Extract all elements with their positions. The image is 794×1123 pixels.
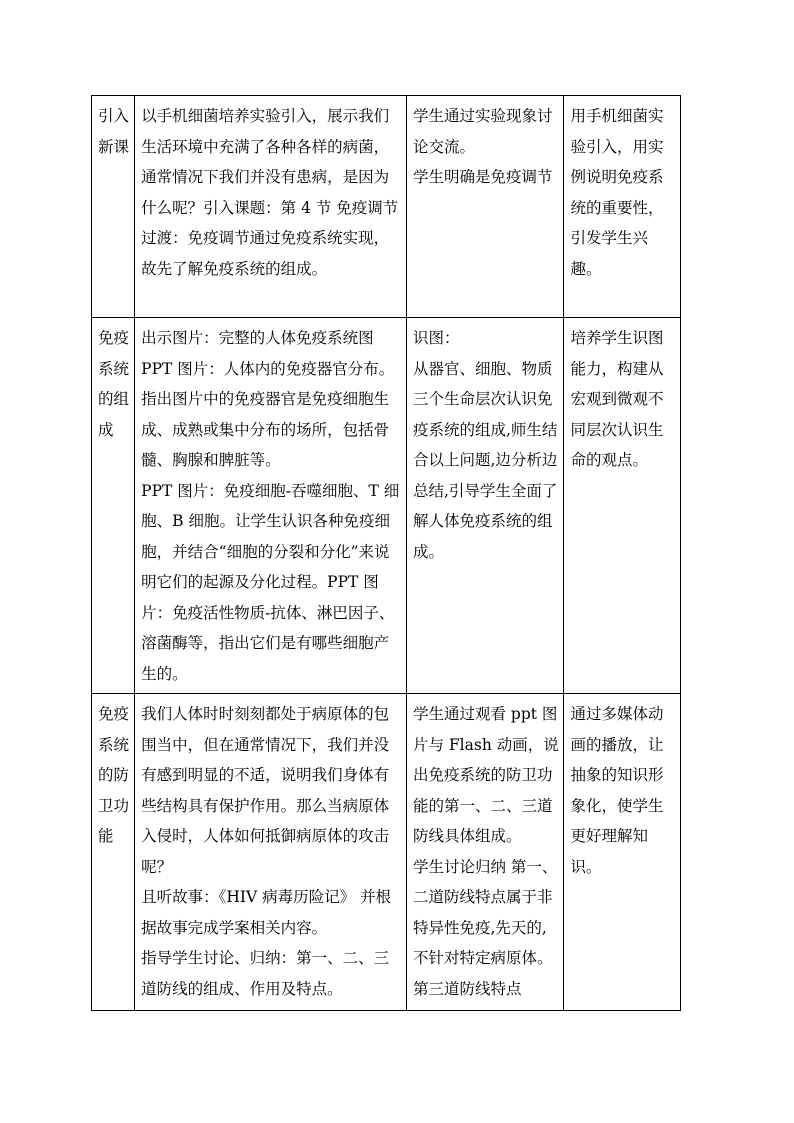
design-intent-text: 通过多媒体动画的播放，让抽象的知识形象化，使学生更好理解知识。 <box>570 705 664 876</box>
student-activity-cell <box>406 96 563 318</box>
design-intent-cell <box>564 694 681 1011</box>
table-row <box>92 694 681 1011</box>
teacher-activity-text: 且听故事：《HIV 病毒历险记》 并根据故事完成学案相关内容。 <box>141 888 392 937</box>
stage-label: 引入新课 <box>98 107 130 156</box>
teacher-activity-text: 我们人体时时刻刻都处于病原体的包围当中，但在通常情况下，我们并没有感到明显的不适，说明我们身体有些结构具有保护作用。那么当病原体入侵时，人体如何抵御病原体的攻击呢？ <box>141 705 390 876</box>
teacher-activity-cell <box>135 318 407 694</box>
design-intent-text: 用手机细菌实验引入，用实例说明免疫系统的重要性，引发学生兴趣。 <box>570 107 664 278</box>
teacher-activity-text: 以手机细菌培养实验引入，展示我们生活环境中充满了各种各样的病菌，通常情况下我们并没有患病，是因为什么呢？引入课题：第 4 节 免疫调节 <box>141 107 399 217</box>
student-activity-text: 从器官、细胞、物质三个生命层次认识免疫系统的组成,师生结合以上问题,边分析边总结,引导学生全面了解人体免疫系统的组成。 <box>412 359 558 561</box>
design-intent-text: 培养学生识图能力，构建从宏观到微观不同层次认识生命的观点。 <box>570 329 664 469</box>
teacher-activity-text: 过渡：免疫调节通过免疫系统实现，故先了解免疫系统的组成。 <box>141 229 390 278</box>
lesson-plan-table <box>91 95 681 1011</box>
design-intent-cell <box>564 96 681 318</box>
teacher-activity-cell <box>135 96 407 318</box>
student-activity-text: 识图： <box>412 329 460 347</box>
stage-cell <box>92 694 135 1011</box>
teacher-activity-text: PPT 图片：人体内的免疫器官分布。指出图片中的免疫器官是免疫细胞生成、成熟或集中分布的场所，包括骨髓、胸腺和脾脏等。 <box>141 359 395 469</box>
student-activity-text: 学生明确是免疫调节 <box>412 168 553 186</box>
teacher-activity-text: 出示图片：完整的人体免疫系统图 <box>141 329 374 347</box>
student-activity-text: 学生讨论归纳 第一、二道防线特点属于非特异性免疫,先天的,不针对特定病原体。第三道防线特点 <box>412 857 558 998</box>
design-intent-cell <box>564 318 681 694</box>
teacher-activity-cell <box>135 694 407 1011</box>
teacher-activity-text: 指导学生讨论、归纳：第一、二、三道防线的组成、作用及特点。 <box>141 949 390 998</box>
stage-label: 免疫系统的防卫功能 <box>98 705 130 845</box>
student-activity-cell <box>406 694 563 1011</box>
table-row <box>92 96 681 318</box>
student-activity-text: 学生通过观看 ppt 图片与 Flash 动画，说出免疫系统的防卫功能的第一、二、三道防线具体组成。 <box>412 705 559 845</box>
stage-cell <box>92 96 135 318</box>
table-row <box>92 318 681 694</box>
stage-label: 免疫系统的组成 <box>98 329 130 439</box>
stage-cell <box>92 318 135 694</box>
student-activity-text: 学生通过实验现象讨论交流。 <box>412 107 553 156</box>
student-activity-cell <box>406 318 563 694</box>
teacher-activity-text: PPT 图片：免疫细胞-吞噬细胞、T 细胞、B 细胞。让学生认识各种免疫细胞，并结合“细胞的分裂和分化”来说明它们的起源及分化过程。PPT 图片：免疫活性物质-抗体、淋巴因子、溶菌酶等，指出它们是有哪些细胞产生的。 <box>141 481 400 683</box>
